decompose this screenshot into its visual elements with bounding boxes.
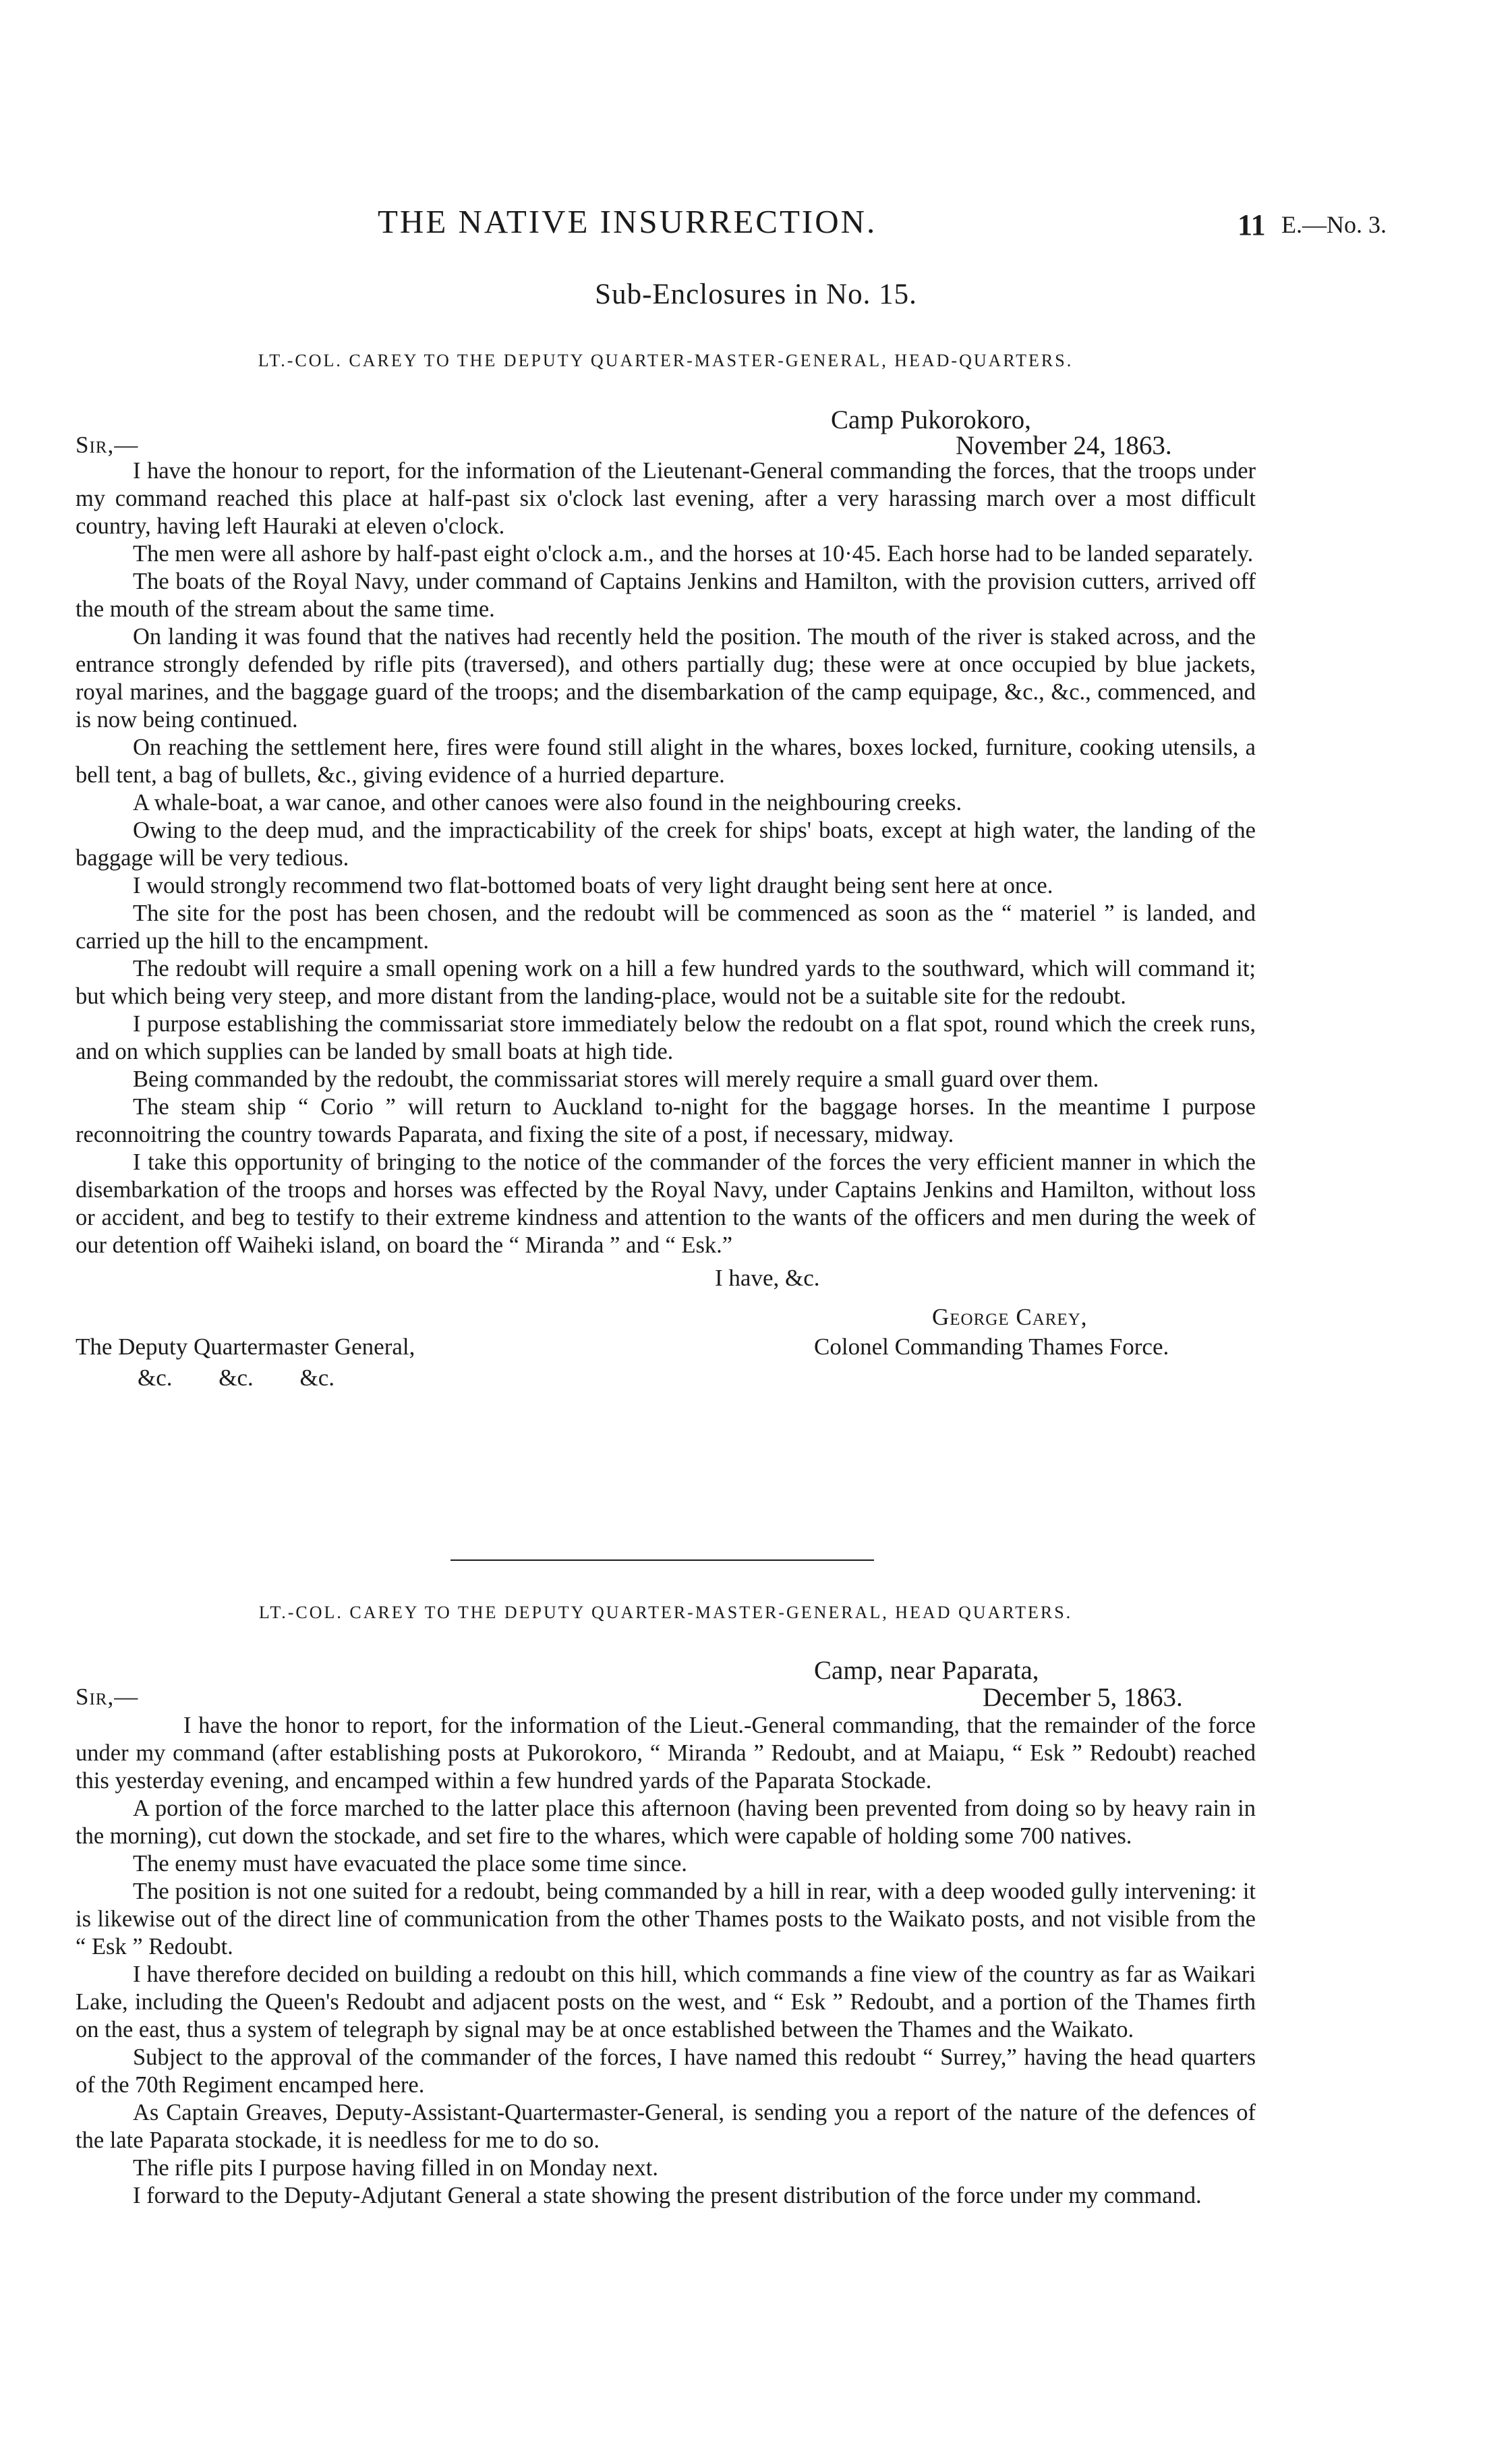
place: Camp Pukorokoro,: [831, 405, 1031, 434]
paragraph: Subject to the approval of the commander of the forces, I have named this redoubt “ Surrey,” having the head quarters of the 70th Regiment encamped here.: [76, 2044, 1256, 2098]
page-number: 11: [1238, 208, 1266, 241]
salutation: Sir,—: [76, 432, 139, 458]
paragraph: I forward to the Deputy-Adjutant General a state showing the present distribution of the force under my command.: [133, 2183, 1202, 2208]
paragraph: The position is not one suited for a redoubt, being commanded by a hill in rear, with a deep wooded gully intervening: it is likewise out of the direct line of communication from the other Thames posts to the Waikato posts, and not visible from the “ Esk ” Redoubt.: [76, 1879, 1256, 1959]
paragraph: On landing it was found that the natives had recently held the position. The mouth of the river is staked across, and the entrance strongly defended by rifle pits (traversed), and others partially dug; these were at once occupied by blue jackets, royal marines, and the baggage guard of the troops; and the disembarkation of the camp equipage, &c., &c., commenced, and is now being continued.: [76, 624, 1256, 733]
paragraph: The steam ship “ Corio ” will return to Auckland to-night for the baggage horses. In the meantime I purpose reconnoitring the country towards Paparata, and fixing the site of a post, if necessary, midway.: [76, 1094, 1256, 1147]
paragraph: I have the honour to report, for the information of the Lieutenant-General commanding the forces, that the troops under my command reached this place at half-past six o'clock last evening, after a very harassing march over a most difficult country, having left Hauraki at eleven o'clock.: [76, 458, 1256, 539]
dateline: [76, 1655, 1256, 1712]
paragraph: The enemy must have evacuated the place some time since.: [133, 1851, 687, 1876]
signature: George Carey,: [932, 1304, 1088, 1330]
paragraph: I take this opportunity of bringing to the notice of the commander of the forces the very efficient manner in which the disembarkation of the troops and horses was effected by the Royal Navy, under Captains Jenkins and Hamilton, without loss or accident, and beg to testify to their extreme kindness and attention to the wants of the officers and men during the week of our detention off Waiheki island, on board the “ Miranda ” and “ Esk.”: [76, 1149, 1256, 1258]
paragraph: The rifle pits I purpose having filled in on Monday next.: [133, 2155, 658, 2181]
paragraph: The site for the post has been chosen, and the redoubt will be commenced as soon as the “ materiel ” is landed, and carried up the hill to the encampment.: [76, 900, 1256, 954]
paragraph: A whale-boat, a war canoe, and other canoes were also found in the neighbouring creeks.: [133, 790, 962, 815]
page-header: [0, 202, 1512, 256]
section-title: Sub-Enclosures in No. 15.: [595, 279, 917, 310]
date: November 24, 1863.: [956, 431, 1172, 460]
paragraph: The men were all ashore by half-past eight o'clock a.m., and the horses at 10·45. Each horse had to be landed separately.: [133, 541, 1254, 567]
addressee: The Deputy Quartermaster General,: [76, 1334, 415, 1360]
paragraph: Being commanded by the redoubt, the commissariat stores will merely require a small guard over them.: [133, 1066, 1099, 1092]
signatory-title: Colonel Commanding Thames Force.: [814, 1334, 1169, 1360]
paragraph: The boats of the Royal Navy, under command of Captains Jenkins and Hamilton, with the provision cutters, arrived off the mouth of the stream about the same time.: [76, 569, 1256, 622]
paragraph: I have the honor to report, for the information of the Lieut.-General commanding, that the remainder of the force under my command (after establishing posts at Pukorokoro, “ Miranda ” Redoubt, and at Maiapu, “ Esk ” Redoubt) reached this yesterday evening, and encamped within a few hundred yards of the Paparata Stockade.: [76, 1713, 1256, 1794]
letter-heading: LT.-COL. CAREY TO THE DEPUTY QUARTER-MASTER-GENERAL, HEAD-QUARTERS.: [258, 351, 1074, 370]
letter-body: [76, 1712, 1256, 2210]
paragraph: The redoubt will require a small opening work on a hill a few hundred yards to the southward, which will command it; but which being very steep, and more distant from the landing-place, would not be a suitable site for the redoubt.: [76, 956, 1256, 1009]
letter-2: [76, 1603, 1256, 2210]
letter-closing: [76, 1265, 1256, 1393]
paragraph: Owing to the deep mud, and the impracticability of the creek for ships' boats, except at high water, the landing of the baggage will be very tedious.: [76, 818, 1256, 871]
place: Camp, near Paparata,: [814, 1656, 1039, 1685]
document-reference: E.—No. 3.: [1281, 211, 1387, 238]
paragraph: I purpose establishing the commissariat store immediately below the redoubt on a flat spot, round which the creek runs, and on which supplies can be landed by small boats at high tide.: [76, 1011, 1256, 1064]
letter-1: [76, 351, 1256, 1393]
addressee-etc: &c. &c. &c.: [138, 1365, 335, 1391]
dateline: [76, 405, 1256, 460]
paragraph: I have therefore decided on building a redoubt on this hill, which commands a fine view of the country as far as Waikari Lake, including the Queen's Redoubt and adjacent posts on the west, and “ Esk ” Redoubt, and a portion of the Thames firth on the east, thus a system of telegraph by signal may be at once established between the Thames and the Waikato.: [76, 1961, 1256, 2042]
section-divider: [450, 1559, 874, 1561]
letter-heading: LT.-COL. CAREY TO THE DEPUTY QUARTER-MASTER-GENERAL, HEAD QUARTERS.: [258, 1603, 1073, 1622]
running-title: THE NATIVE INSURRECTION.: [378, 203, 877, 240]
salutation: Sir,—: [76, 1684, 139, 1710]
letter-body: [76, 457, 1256, 1259]
closing-formula: I have, &c.: [715, 1265, 820, 1291]
date: December 5, 1863.: [983, 1683, 1183, 1712]
paragraph: A portion of the force marched to the latter place this afternoon (having been prevented from doing so by heavy rain in the morning), cut down the stockade, and set fire to the whares, which were capable of holding some 700 natives.: [76, 1796, 1256, 1849]
paragraph: As Captain Greaves, Deputy-Assistant-Quartermaster-General, is sending you a report of the nature of the defences of the late Paparata stockade, it is needless for me to do so.: [76, 2100, 1256, 2153]
paragraph: On reaching the settlement here, fires were found still alight in the whares, boxes locked, furniture, cooking utensils, a bell tent, a bag of bullets, &c., giving evidence of a hurried departure.: [76, 735, 1256, 788]
paragraph: I would strongly recommend two flat-bottomed boats of very light draught being sent here at once.: [133, 873, 1053, 898]
